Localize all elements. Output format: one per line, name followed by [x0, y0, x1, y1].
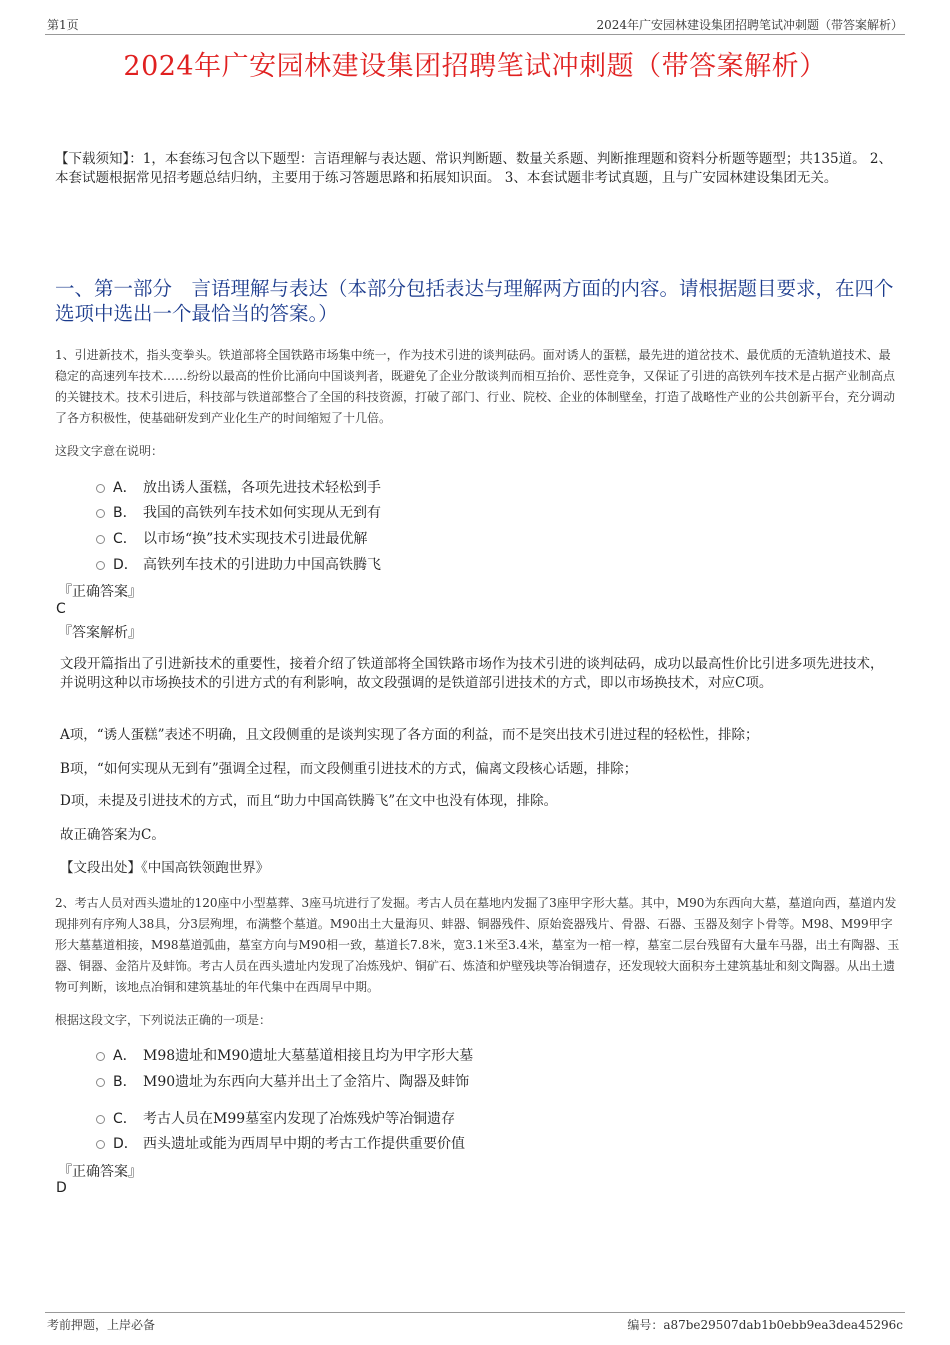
question-1-option-d[interactable]: D． 高铁列车技术的引进助力中国高铁腾飞: [96, 554, 381, 574]
question-2-option-c[interactable]: C． 考古人员在M99墓室内发现了冶炼残炉等冶铜遗存: [96, 1108, 455, 1128]
radio-icon[interactable]: [96, 1052, 105, 1061]
question-1-option-b[interactable]: B． 我国的高铁列车技术如何实现从无到有: [96, 502, 381, 522]
footer-doc-id: 编号：a87be29507dab1b0ebb9ea3dea45296c: [627, 1318, 903, 1332]
analysis-paragraph: A项，“诱人蛋糕”表述不明确，且文段侧重的是谈判实现了各方面的利益，而不是突出技术引进过程的轻松性，排除；: [60, 727, 759, 743]
question-2-answer: D: [56, 1180, 67, 1196]
header-doc-title: 2024年广安园林建设集团招聘笔试冲刺题（带答案解析）: [596, 18, 903, 32]
question-1-text: 1、引进新技术，指头变拳头。铁道部将全国铁路市场集中统一，作为技术引进的谈判砝码。面对诱人的蛋糕，最先进的道岔技术、最优质的无渣轨道技术、最稳定的高速列车技术……纷纷以最高的性价比涌向中国谈判者，既避免了企业分散谈判而相互抬价、恶性竞争，又保证了引进的高铁列车技术是占据产业制高点的关键技术。技术引进后，科技部与铁道部整合了全国的科技资源，打破了部门、行业、院校、企业的体制壁垒，打造了战略性产业的公共创新平台，充分调动了各方积极性，使基础研发到产业化生产的时间缩短了十几倍。: [55, 348, 896, 425]
radio-icon[interactable]: [96, 1115, 105, 1124]
question-1-option-c[interactable]: C． 以市场“换”技术实现技术引进最优解: [96, 528, 367, 548]
question-2-option-b[interactable]: B． M90遗址为东西向大墓并出土了金箔片、陶器及蚌饰: [96, 1071, 469, 1091]
analysis-source: 【文段出处】《中国高铁领跑世界》: [60, 860, 270, 876]
page-header: [45, 14, 905, 35]
question-1-option-a[interactable]: A． 放出诱人蛋糕，各项先进技术轻松到手: [96, 477, 381, 497]
page-number: 第1页: [47, 18, 79, 32]
radio-icon[interactable]: [96, 535, 105, 544]
question-1-prompt: 这段文字意在说明：: [55, 444, 164, 458]
question-2-option-d[interactable]: D． 西头遗址或能为西周早中期的考古工作提供重要价值: [96, 1133, 465, 1153]
analysis-paragraph: D项，未提及引进技术的方式，而且“助力中国高铁腾飞”在文中也没有体现，排除。: [60, 793, 558, 809]
question-1-analysis-mark: 『答案解析』: [58, 625, 142, 641]
radio-icon[interactable]: [96, 1140, 105, 1149]
question-2-text: 2、考古人员对西头遗址的120座中小型墓葬、3座马坑进行了发掘。考古人员在墓地内发掘了3座甲字形大墓。其中，M90为东西向大墓，墓道向西，墓道内发现排列有序殉人38具，分3层殉埋，布满整个墓道。M90出土大量海贝、蚌器、铜器残件、原始瓷器残片、骨器、石器、玉器及刻字卜骨等。M98、M99甲字形大墓墓道相接，M98墓道弧曲，墓室方向与M90相一致，墓道长7.8米，宽3.1米至3.4米，墓室为一棺一椁，墓室二层台残留有大量车马器，出土有陶器、玉器、铜器、金箔片及蚌饰。考古人员在西头遗址内发现了冶炼残炉、铜矿石、炼渣和炉壁残块等冶铜遗存，还发现较大面积夯土建筑基址和刻文陶器。从出土遗物可判断，该地点冶铜和建筑基址的年代集中在西周早中期。: [55, 896, 900, 994]
document-title: 2024年广安园林建设集团招聘笔试冲刺题（带答案解析）: [123, 51, 827, 82]
analysis-paragraph: 故正确答案为C。: [60, 827, 165, 843]
question-1-answer-mark: 『正确答案』: [58, 584, 142, 600]
question-1-answer: C: [56, 601, 66, 617]
analysis-paragraph: B项，“如何实现从无到有”强调全过程，而文段侧重引进技术的方式，偏离文段核心话题，排除；: [60, 761, 638, 777]
radio-icon[interactable]: [96, 561, 105, 570]
question-2-option-a[interactable]: A． M98遗址和M90遗址大墓墓道相接且均为甲字形大墓: [96, 1045, 473, 1065]
download-notice: 【下载须知】：1，本套练习包含以下题型：言语理解与表达题、常识判断题、数量关系题、判断推理题和资料分析题等题型；共135道。 2、本套试题根据常见招考题总结归纳，主要用于练习答题思路和拓展知识面。 3、本套试题非考试真题，且与广安园林建设集团无关。: [55, 151, 892, 186]
radio-icon[interactable]: [96, 509, 105, 518]
section-title: 一、第一部分 言语理解与表达（本部分包括表达与理解两方面的内容。请根据题目要求，在四个选项中选出一个最恰当的答案。）: [55, 277, 894, 325]
footer-slogan: 考前押题，上岸必备: [47, 1318, 156, 1332]
radio-icon[interactable]: [96, 1078, 105, 1087]
question-2-prompt: 根据这段文字，下列说法正确的一项是：: [55, 1013, 272, 1027]
radio-icon[interactable]: [96, 484, 105, 493]
page-footer: [45, 1312, 905, 1333]
question-2-answer-mark: 『正确答案』: [58, 1164, 142, 1180]
analysis-paragraph: 文段开篇指出了引进新技术的重要性，接着介绍了铁道部将全国铁路市场作为技术引进的谈判砝码，成功以最高性价比引进多项先进技术，并说明这种以市场换技术的引进方式的有利影响，故文段强调的是铁道部引进技术的方式，即以市场换技术，对应C项。: [60, 656, 884, 691]
